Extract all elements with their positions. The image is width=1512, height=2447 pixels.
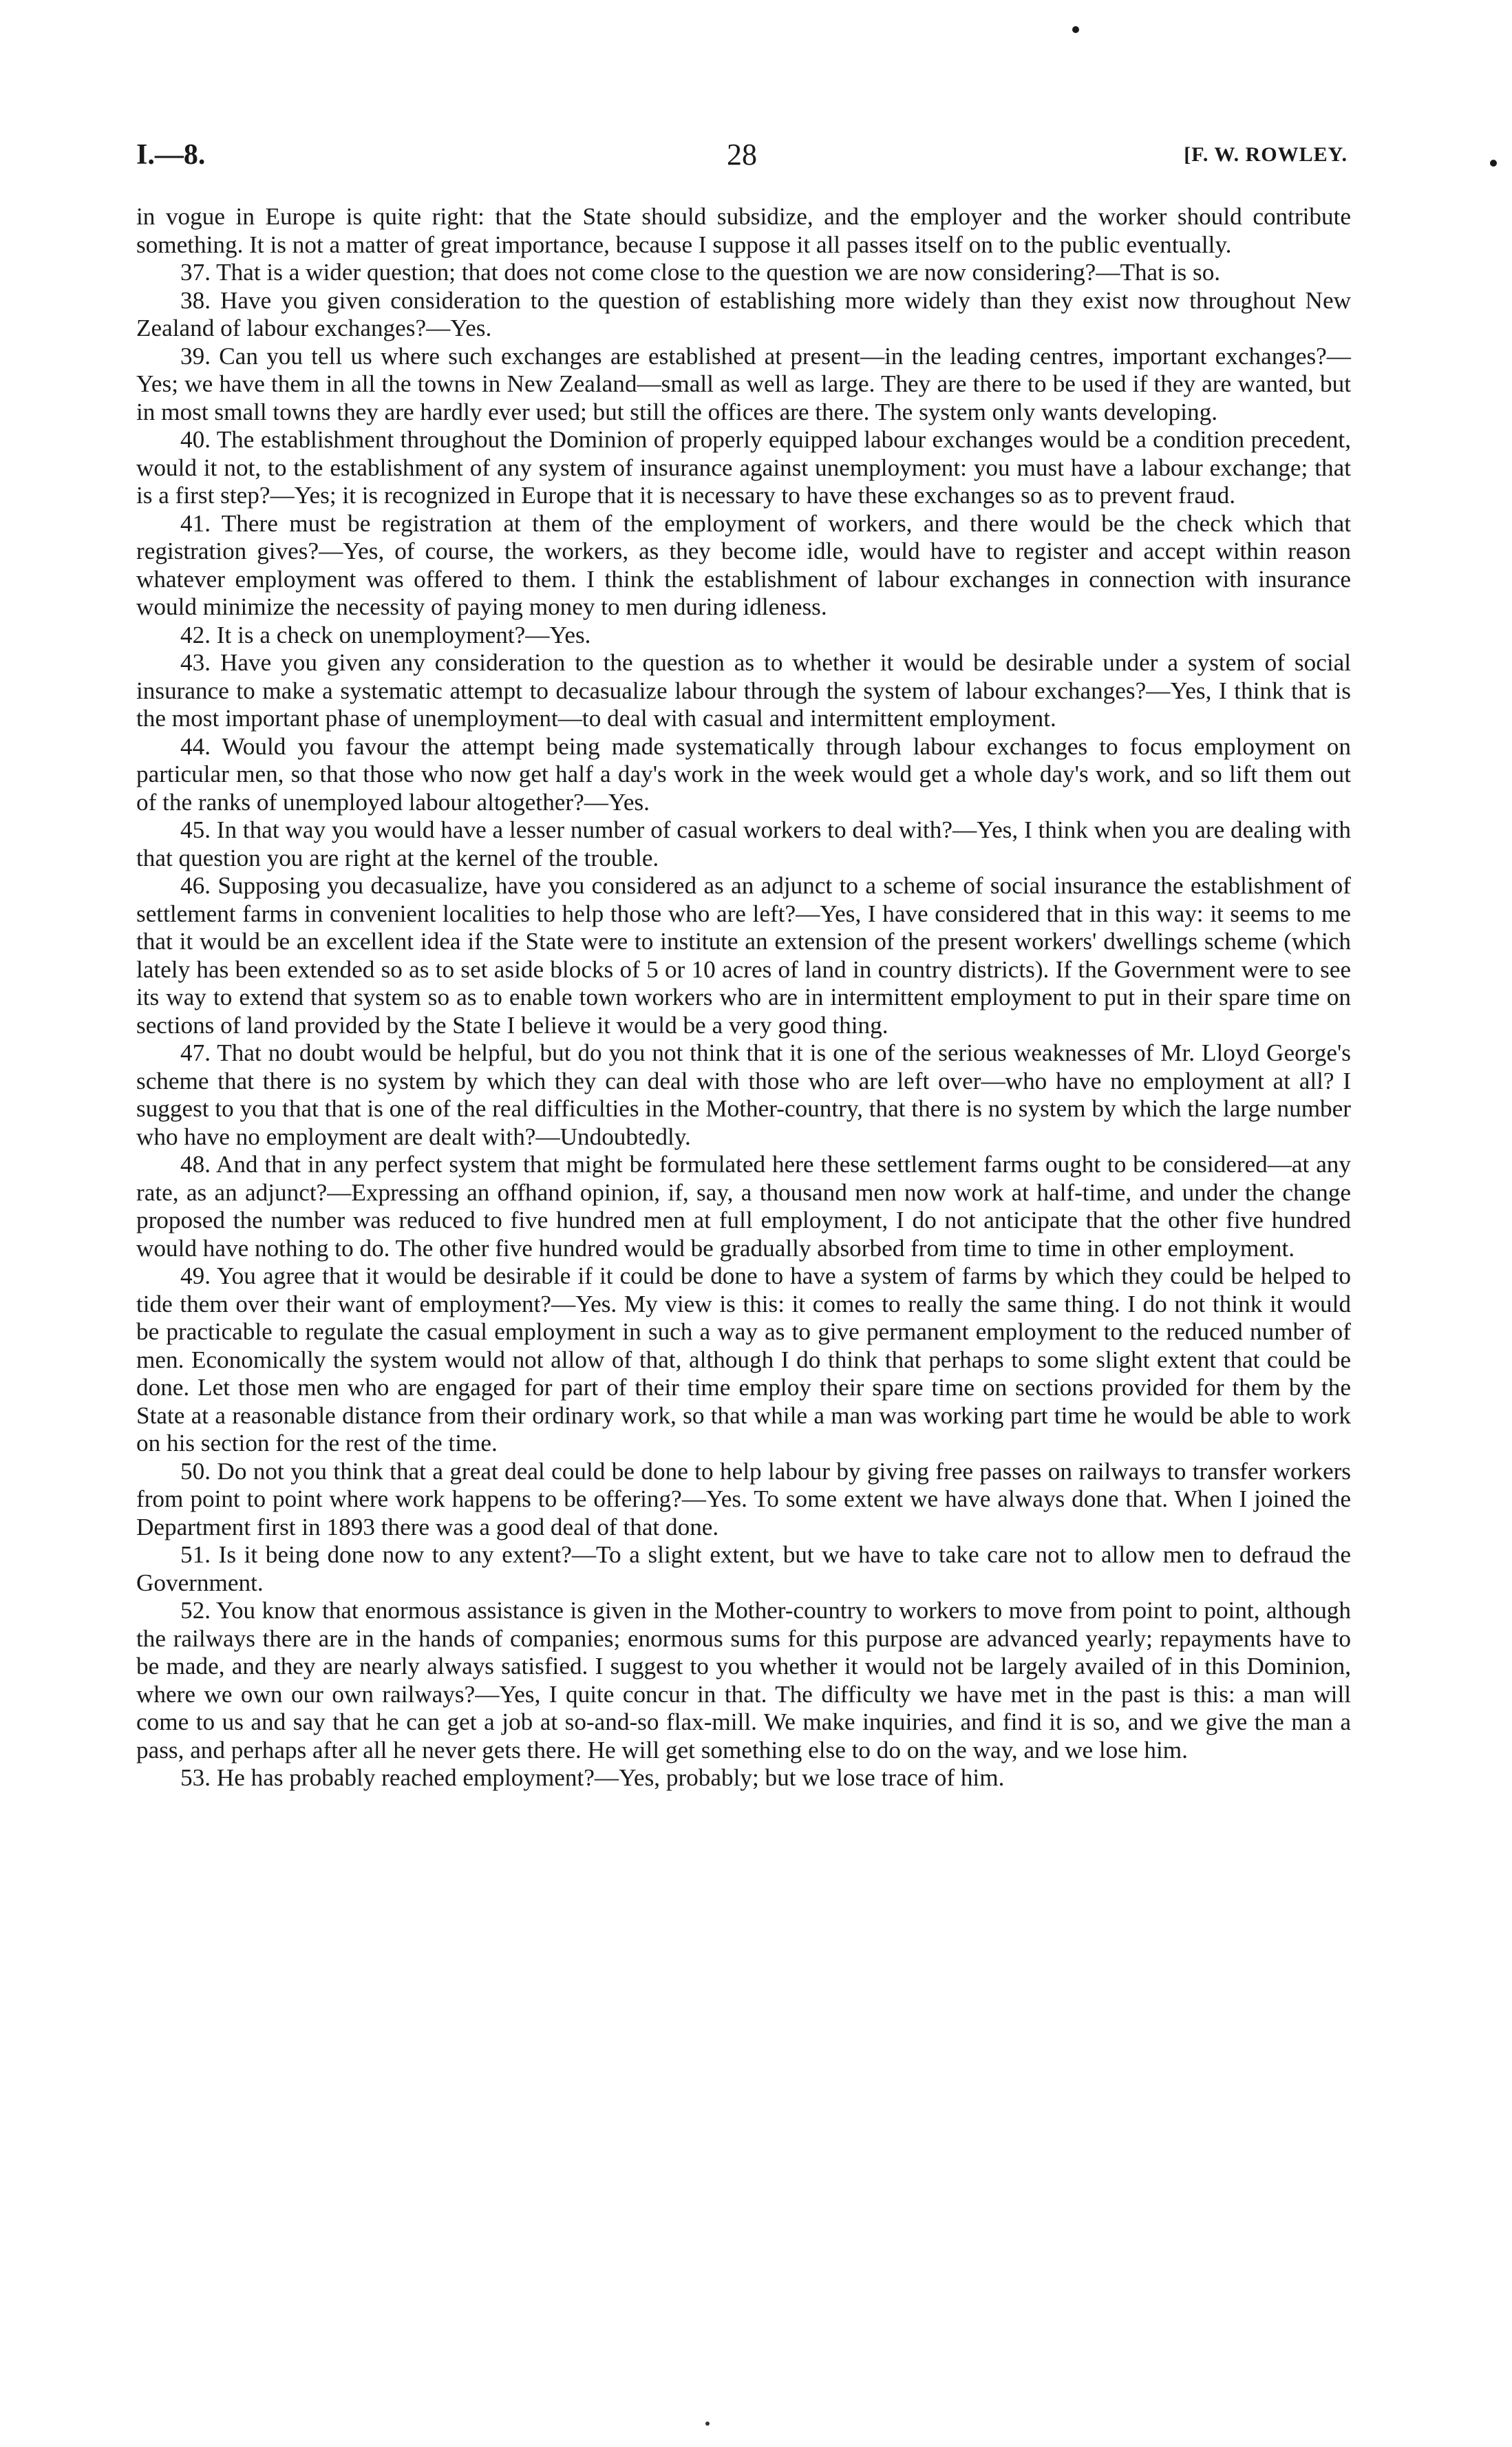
paragraph: 39. Can you tell us where such exchanges are established at present—in the leading centres, important exchanges?—Yes; we have them in all the towns in New Zealand—small as well as large. They are there to be used if they are wanted, but in most small towns they are hardly ever used; but still the offices are there. The system only wants developing.: [136, 342, 1351, 425]
paragraph: 44. Would you favour the attempt being made systematically through labour exchanges to focus employment on particular men, so that those who now get half a day's work in the week would get a whole day's work, and so lift them out of the ranks of unemployed labour altogether?—Yes.: [136, 732, 1351, 816]
paragraph: 50. Do not you think that a great deal could be done to help labour by giving free passes on railways to transfer workers from point to point where work happens to be offering?—Yes. To some extent we have always done that. When I joined the Department first in 1893 there was a good deal of that done.: [136, 1457, 1351, 1540]
paragraph: 37. That is a wider question; that does not come close to the question we are now considering?—That is so.: [180, 259, 1221, 286]
page-header: [136, 131, 1348, 179]
paragraph: 46. Supposing you decasualize, have you considered as an adjunct to a scheme of social insurance the establishment of settlement farms in convenient localities to help those who are left?—Yes, I have considered that in this way: it seems to me that it would be an excellent idea if the State were to institute an extension of the present workers' dwellings scheme (which lately has been extended so as to set aside blocks of 5 or 10 acres of land in country districts). If the Government were to see its way to extend that system so as to enable town workers who are in intermittent employment to put in their spare time on sections of land provided by the State I believe it would be a very good thing.: [136, 872, 1351, 1039]
paragraph: 52. You know that enormous assistance is given in the Mother-country to workers to move from point to point, although the railways there are in the hands of companies; enormous sums for this purpose are advanced yearly; repayments have to be made, and they are nearly always satisfied. I suggest to you whether it would not be largely availed of in this Dominion, where we own our own railways?—Yes, I quite concur in that. The difficulty we have met in the past is this: a man will come to us and say that he can get a job at so-and-so flax-mill. We make inquiries, and find it is so, and we give the man a pass, and perhaps after all he never gets there. He will get something else to do on the way, and we lose him.: [136, 1597, 1351, 1763]
paragraph: 48. And that in any perfect system that might be formulated here these settlement farms ought to be considered—at any rate, as an adjunct?—Expressing an offhand opinion, if, say, a thousand men now work at half-time, and under the change proposed the number was reduced to five hundred men at full employment, I do not anticipate that the other five hundred would have nothing to do. The other five hundred would be gradually absorbed from time to time in other employment.: [136, 1151, 1351, 1262]
document-body: [136, 203, 1351, 1792]
paragraph: 49. You agree that it would be desirable if it could be done to have a system of farms by which they could be helped to tide them over their want of employment?—Yes. My view is this: it comes to really the same thing. I do not think it would be practicable to regulate the casual employment in such a way as to give permanent employment to the reduced number of men. Economically the system would not allow of that, although I do think that perhaps to some slight extent that could be done. Let those men who are engaged for part of their time employ their spare time on sections provided for them by the State at a reasonable distance from their ordinary work, so that while a man was working part time he would be able to work on his section for the rest of the time.: [136, 1262, 1351, 1456]
paragraph: 51. Is it being done now to any extent?—To a slight extent, but we have to take care not to allow men to defraud the Government.: [136, 1541, 1351, 1596]
paragraph: 41. There must be registration at them of the employment of workers, and there would be the check which that registration gives?—Yes, of course, the workers, as they become idle, would have to register and accept within reason whatever employment was offered to them. I think the establishment of labour exchanges in connection with insurance would minimize the necessity of paying money to men during idleness.: [136, 509, 1351, 620]
paragraph: 47. That no doubt would be helpful, but do you not think that it is one of the serious weaknesses of Mr. Lloyd George's scheme that there is no system by which they can deal with those who are left over—who have no employment at all? I suggest to you that that is one of the real difficulties in the Mother-country, that there is no system by which the large number who have no employment are dealt with?—Undoubtedly.: [136, 1039, 1351, 1150]
ink-speck: [705, 2422, 710, 2426]
ink-speck: [1490, 160, 1497, 167]
paragraph: 45. In that way you would have a lesser number of casual workers to deal with?—Yes, I think when you are dealing with that question you are right at the kernel of the trouble.: [136, 816, 1351, 871]
ink-speck: [1072, 26, 1079, 33]
paragraph: 38. Have you given consideration to the question of establishing more widely than they exist now throughout New Zealand of labour exchanges?—Yes.: [136, 286, 1351, 341]
paragraph: 40. The establishment throughout the Dominion of properly equipped labour exchanges would be a condition precedent, would it not, to the establishment of any system of insurance against unemployment: you must have a labour exchange; that is a first step?—Yes; it is recognized in Europe that it is necessary to have these exchanges so as to prevent fraud.: [136, 426, 1351, 509]
paragraph: in vogue in Europe is quite right: that the State should subsidize, and the employer and the worker should contribute something. It is not a matter of great importance, because I suppose it all passes itself on to the public eventually.: [136, 203, 1351, 258]
witness-name: [F. W. ROWLEY.: [1184, 143, 1348, 166]
paragraph: 53. He has probably reached employment?—Yes, probably; but we lose trace of him.: [180, 1764, 1005, 1791]
paragraph: 42. It is a check on unemployment?—Yes.: [180, 621, 591, 648]
page-number: 28: [727, 138, 757, 171]
document-reference: I.—8.: [136, 139, 206, 171]
paragraph: 43. Have you given any consideration to the question as to whether it would be desirable under a system of social insurance to make a systematic attempt to decasualize labour through the system of labour exchanges?—Yes, I think that is the most important phase of unemployment—to deal with casual and intermittent employment.: [136, 649, 1351, 732]
